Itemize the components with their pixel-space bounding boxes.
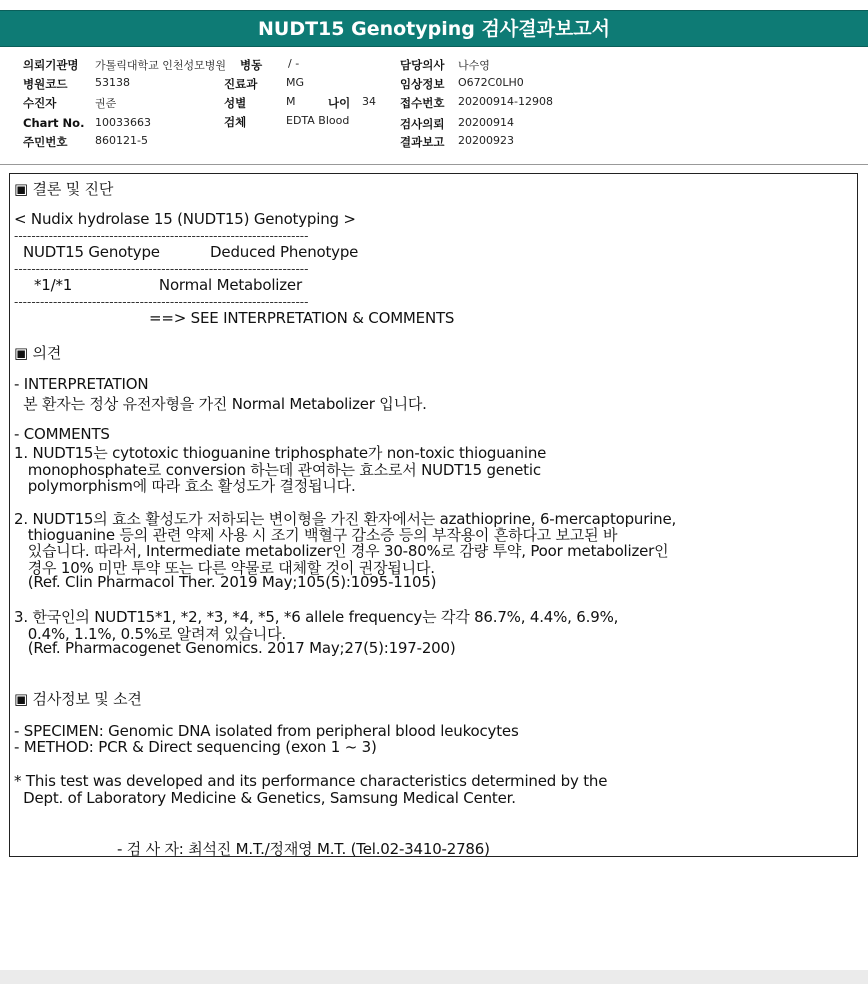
bottom-scroll-area bbox=[0, 970, 868, 984]
comment-line: 3. 한국인의 NUDT15*1, *2, *3, *4, *5, *6 allele frequency는 각각 86.7%, 4.4%, 6.9%, bbox=[14, 608, 619, 626]
clinical-info-value: O672C0LH0 bbox=[458, 76, 524, 89]
comment-line: 2. NUDT15의 효소 활성도가 저하되는 변이형을 가진 환자에서는 azathioprine, 6-mercaptopurine, bbox=[14, 510, 677, 528]
patient-info-panel bbox=[0, 55, 868, 157]
attending-physician-label: 담당의사 bbox=[400, 58, 445, 72]
requesting-institution-value: 가톨릭대학교 인천성모병원 bbox=[95, 59, 227, 72]
sex-value: M bbox=[286, 95, 296, 108]
comment-line: monophosphate로 conversion 하는데 관여하는 효소로서 NUDT15 genetic bbox=[14, 461, 541, 479]
comments-heading: - COMMENTS bbox=[14, 425, 110, 443]
result-report-value: 20200923 bbox=[458, 134, 514, 147]
comment-line: polymorphism에 따라 효소 활성도가 결정됩니다. bbox=[14, 477, 356, 495]
hospital-code-label: 병원코드 bbox=[23, 77, 68, 91]
interpretation-text: 본 환자는 정상 유전자형을 가진 Normal Metabolizer 입니다. bbox=[14, 395, 427, 413]
test-request-value: 20200914 bbox=[458, 116, 514, 129]
comment-line: 경우 10% 미만 투약 또는 다른 약물로 대체할 것이 권장됩니다. bbox=[14, 559, 435, 577]
hospital-code-value: 53138 bbox=[95, 76, 130, 89]
requesting-institution-label: 의뢰기관명 bbox=[23, 58, 79, 72]
clinical-info-label: 임상정보 bbox=[400, 77, 445, 91]
resident-no-value: 860121-5 bbox=[95, 134, 148, 147]
resident-no-label: 주민번호 bbox=[23, 135, 68, 149]
see-interpretation-line: ==> SEE INTERPRETATION & COMMENTS bbox=[149, 309, 455, 327]
result-table-header: NUDT15 Genotype Deduced Phenotype bbox=[23, 243, 359, 261]
examiner-line: - 검 사 자: 최석진 M.T./정재영 M.T. (Tel.02-3410-2786) bbox=[117, 840, 490, 858]
interpretation-heading: - INTERPRETATION bbox=[14, 375, 149, 393]
method-line: - METHOD: PCR & Direct sequencing (exon 1 ~ 3) bbox=[14, 738, 377, 756]
disclaimer-line: Dept. of Laboratory Medicine & Genetics, Samsung Medical Center. bbox=[14, 789, 516, 807]
opinion-heading: ▣ 의견 bbox=[14, 344, 62, 362]
result-report-label: 결과보고 bbox=[400, 135, 445, 149]
test-info-heading: ▣ 검사정보 및 소견 bbox=[14, 690, 142, 708]
specimen-line: - SPECIMEN: Genomic DNA isolated from peripheral blood leukocytes bbox=[14, 722, 519, 740]
patient-value: 권준 bbox=[95, 97, 117, 110]
attending-physician-value: 나수영 bbox=[458, 59, 490, 72]
ward-label: 병동 bbox=[240, 58, 263, 72]
test-request-label: 검사의뢰 bbox=[400, 117, 445, 131]
comment-line: 1. NUDT15는 cytotoxic thioguanine triphosphate가 non-toxic thioguanine bbox=[14, 444, 547, 462]
result-table-row: *1/*1 Normal Metabolizer bbox=[34, 276, 302, 294]
dash-divider: -------------------------------------------------------------------- bbox=[14, 295, 309, 309]
chart-no-value: 10033663 bbox=[95, 116, 151, 129]
comment-line: thioguanine 등의 관련 약제 사용 시 조기 백혈구 감소증 등의 부작용이 흔하다고 보고된 바 bbox=[14, 526, 618, 544]
report-body bbox=[9, 173, 858, 857]
receipt-no-value: 20200914-12908 bbox=[458, 95, 553, 108]
department-value: MG bbox=[286, 76, 305, 89]
receipt-no-label: 접수번호 bbox=[400, 96, 445, 110]
reference-line: (Ref. Clin Pharmacol Ther. 2019 May;105(5):1095-1105) bbox=[14, 573, 437, 591]
comment-line: 있습니다. 따라서, Intermediate metabolizer인 경우 30-80%로 감량 투약, Poor metabolizer인 bbox=[14, 542, 669, 560]
sex-label: 성별 bbox=[224, 96, 247, 110]
specimen-label: 검체 bbox=[224, 115, 247, 129]
header-divider bbox=[0, 164, 868, 165]
dash-divider: -------------------------------------------------------------------- bbox=[14, 262, 309, 276]
reference-line: (Ref. Pharmacogenet Genomics. 2017 May;27(5):197-200) bbox=[14, 639, 456, 657]
specimen-value: EDTA Blood bbox=[286, 114, 350, 127]
age-value: 34 bbox=[362, 95, 376, 108]
conclusion-heading: ▣ 결론 및 진단 bbox=[14, 180, 114, 198]
test-name-line: < Nudix hydrolase 15 (NUDT15) Genotyping > bbox=[14, 210, 356, 228]
disclaimer-line: * This test was developed and its performance characteristics determined by the bbox=[14, 772, 608, 790]
age-label: 나이 bbox=[328, 96, 351, 110]
department-label: 진료과 bbox=[224, 77, 258, 91]
comment-line: 0.4%, 1.1%, 0.5%로 알려져 있습니다. bbox=[14, 625, 286, 643]
patient-label: 수진자 bbox=[23, 96, 57, 110]
chart-no-label: Chart No. bbox=[23, 116, 85, 130]
ward-value: / - bbox=[288, 57, 300, 70]
report-title: NUDT15 Genotyping 검사결과보고서 bbox=[0, 10, 868, 47]
dash-divider: -------------------------------------------------------------------- bbox=[14, 229, 309, 243]
